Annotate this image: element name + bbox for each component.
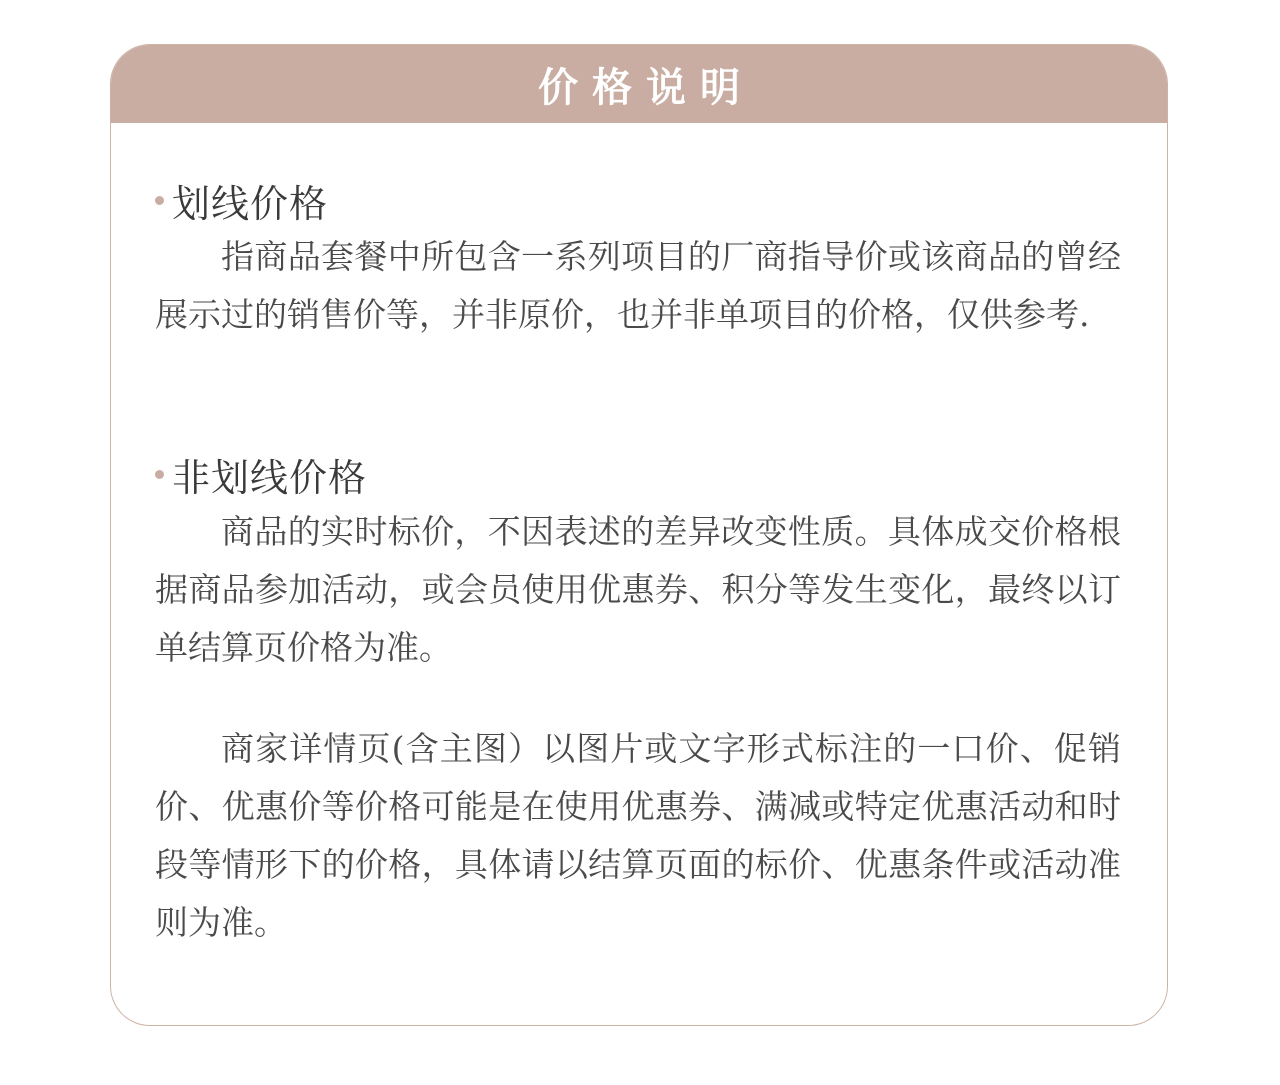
section-heading-non-strikethrough-price [155,447,367,502]
bullet-dot-icon [155,470,164,479]
card-header [111,45,1167,123]
section-heading-label: 划线价格 [172,182,329,226]
section-paragraph: 商品的实时标价，不因表述的差异改变性质。具体成交价格根据商品参加活动，或会员使用优惠券、积分等发生变化，最终以订单结算页价格为准。 [155,512,1121,667]
section-heading-strikethrough-price [155,173,328,228]
bullet-dot-icon [155,196,164,205]
card-title: 价格说明 [538,64,754,111]
price-explanation-card [110,44,1168,1026]
section-paragraph: 商家详情页(含主图）以图片或文字形式标注的一口价、促销价、优惠价等价格可能是在使用优惠券、满减或特定优惠活动和时段等情形下的价格，具体请以结算页面的标价、优惠条件或活动准则为准。 [155,729,1121,942]
section-heading-label: 非划线价格 [172,456,368,500]
section-paragraph: 指商品套餐中所包含一系列项目的厂商指导价或该商品的曾经展示过的销售价等，并非原价，也并非单项目的价格，仅供参考. [155,237,1121,334]
